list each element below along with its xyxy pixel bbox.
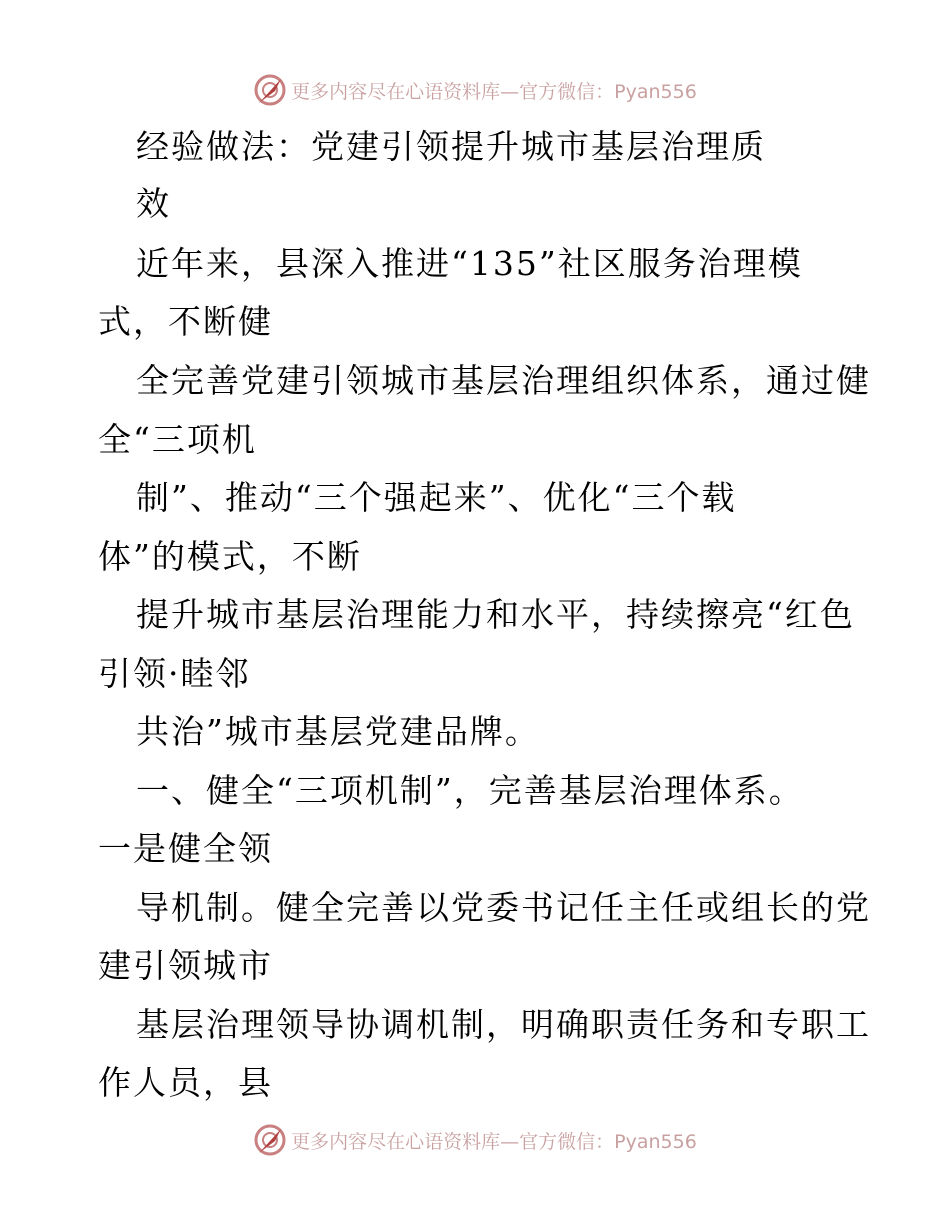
doc-line: 引领·睦邻 bbox=[98, 654, 251, 693]
doc-line: 效 bbox=[136, 184, 171, 223]
doc-line: 制”、推动“三个强起来”、优化“三个载 bbox=[136, 478, 737, 517]
quill-logo-icon bbox=[253, 73, 287, 107]
doc-line: 体”的模式，不断 bbox=[98, 537, 362, 576]
doc-line: 式，不断健 bbox=[98, 302, 273, 341]
doc-line: 近年来，县深入推进“135”社区服务治理模 bbox=[136, 244, 803, 283]
doc-line: 全“三项机 bbox=[98, 420, 257, 459]
doc-line: 建引领城市 bbox=[98, 946, 273, 985]
watermark-footer bbox=[0, 1120, 950, 1160]
doc-line: 导机制。健全完善以党委书记任主任或组长的党 bbox=[136, 888, 871, 927]
watermark-text: 更多内容尽在心语资料库—官方微信：Pyan556 bbox=[291, 1130, 697, 1153]
watermark-text: 更多内容尽在心语资料库—官方微信：Pyan556 bbox=[291, 80, 697, 103]
quill-logo-icon bbox=[253, 1123, 287, 1157]
doc-line: 作人员，县 bbox=[98, 1063, 273, 1102]
doc-line: 共治”城市基层党建品牌。 bbox=[136, 712, 540, 751]
doc-line: 经验做法：党建引领提升城市基层治理质 bbox=[136, 127, 766, 166]
doc-line: 一是健全领 bbox=[98, 829, 273, 868]
watermark-header bbox=[0, 70, 950, 110]
doc-line: 基层治理领导协调机制，明确职责任务和专职工 bbox=[136, 1005, 871, 1044]
doc-line: 全完善党建引领城市基层治理组织体系，通过健 bbox=[136, 361, 871, 400]
doc-line: 一、健全“三项机制”，完善基层治理体系。 bbox=[136, 771, 804, 810]
doc-line: 提升城市基层治理能力和水平，持续擦亮“红色 bbox=[136, 595, 855, 634]
